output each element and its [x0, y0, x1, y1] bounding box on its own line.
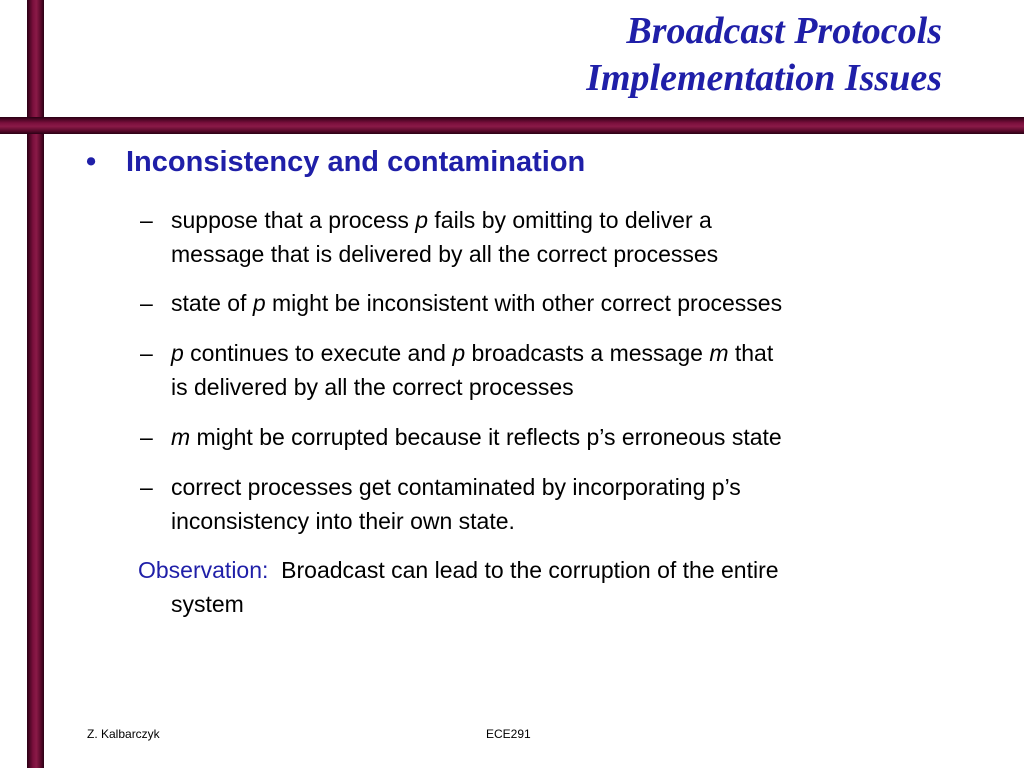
italic-var: m — [171, 424, 191, 450]
footer-course: ECE291 — [486, 727, 531, 741]
sub-item-3-line2: is delivered by all the correct processes — [171, 374, 574, 400]
horizontal-decor-bar — [0, 117, 1024, 134]
dash-marker: – — [140, 424, 153, 450]
text-run: that — [728, 340, 774, 366]
sub-item-1-line2: message that is delivered by all the correct processes — [171, 241, 719, 267]
text-run: might be inconsistent with other correct processes — [265, 290, 783, 316]
bullet-marker: • — [86, 146, 97, 178]
sub-item-5-line2: inconsistency into their own state. — [171, 508, 515, 534]
text-run: might be corrupted because it reflects p’s erroneous state — [190, 424, 782, 450]
slide-title — [586, 8, 942, 102]
observation-label: Observation: — [138, 557, 269, 583]
main-bullet — [86, 146, 585, 179]
observation-line1 — [138, 557, 779, 583]
italic-var: p — [415, 207, 429, 233]
sub-item-4 — [140, 420, 940, 454]
italic-var: m — [709, 340, 729, 366]
italic-var: p — [252, 290, 266, 316]
slide-title-line2: Implementation Issues — [586, 57, 942, 99]
sub-item-2-line1 — [171, 286, 940, 320]
italic-var: p — [171, 340, 184, 366]
sub-item-2 — [140, 286, 940, 320]
bullet-heading: Inconsistency and contamination — [126, 146, 586, 178]
dash-marker: – — [140, 290, 153, 316]
text-run: state of — [171, 290, 253, 316]
text-run: fails by omitting to deliver a — [428, 207, 712, 233]
italic-var: p — [452, 340, 466, 366]
text-run: suppose that a process — [171, 207, 416, 233]
text-run: broadcasts a message — [465, 340, 710, 366]
observation — [138, 553, 948, 621]
sub-item-1 — [140, 203, 940, 271]
dash-marker: – — [140, 340, 153, 366]
footer-author: Z. Kalbarczyk — [87, 727, 160, 741]
slide-title-line1: Broadcast Protocols — [626, 10, 942, 52]
dash-marker: – — [140, 474, 153, 500]
text-run: continues to execute and — [183, 340, 453, 366]
sub-item-4-line1 — [171, 420, 940, 454]
vertical-decor-bar — [27, 0, 44, 768]
sub-item-1-line1 — [171, 203, 940, 237]
sub-item-5-line1: correct processes get contaminated by incorporating p’s — [171, 474, 741, 500]
observation-continuation: system — [171, 591, 244, 617]
sub-item-5 — [140, 470, 940, 538]
observation-text: Broadcast can lead to the corruption of the entire — [268, 557, 779, 583]
sub-item-3-line1 — [171, 336, 940, 370]
dash-marker: – — [140, 207, 153, 233]
sub-item-3 — [140, 336, 940, 404]
